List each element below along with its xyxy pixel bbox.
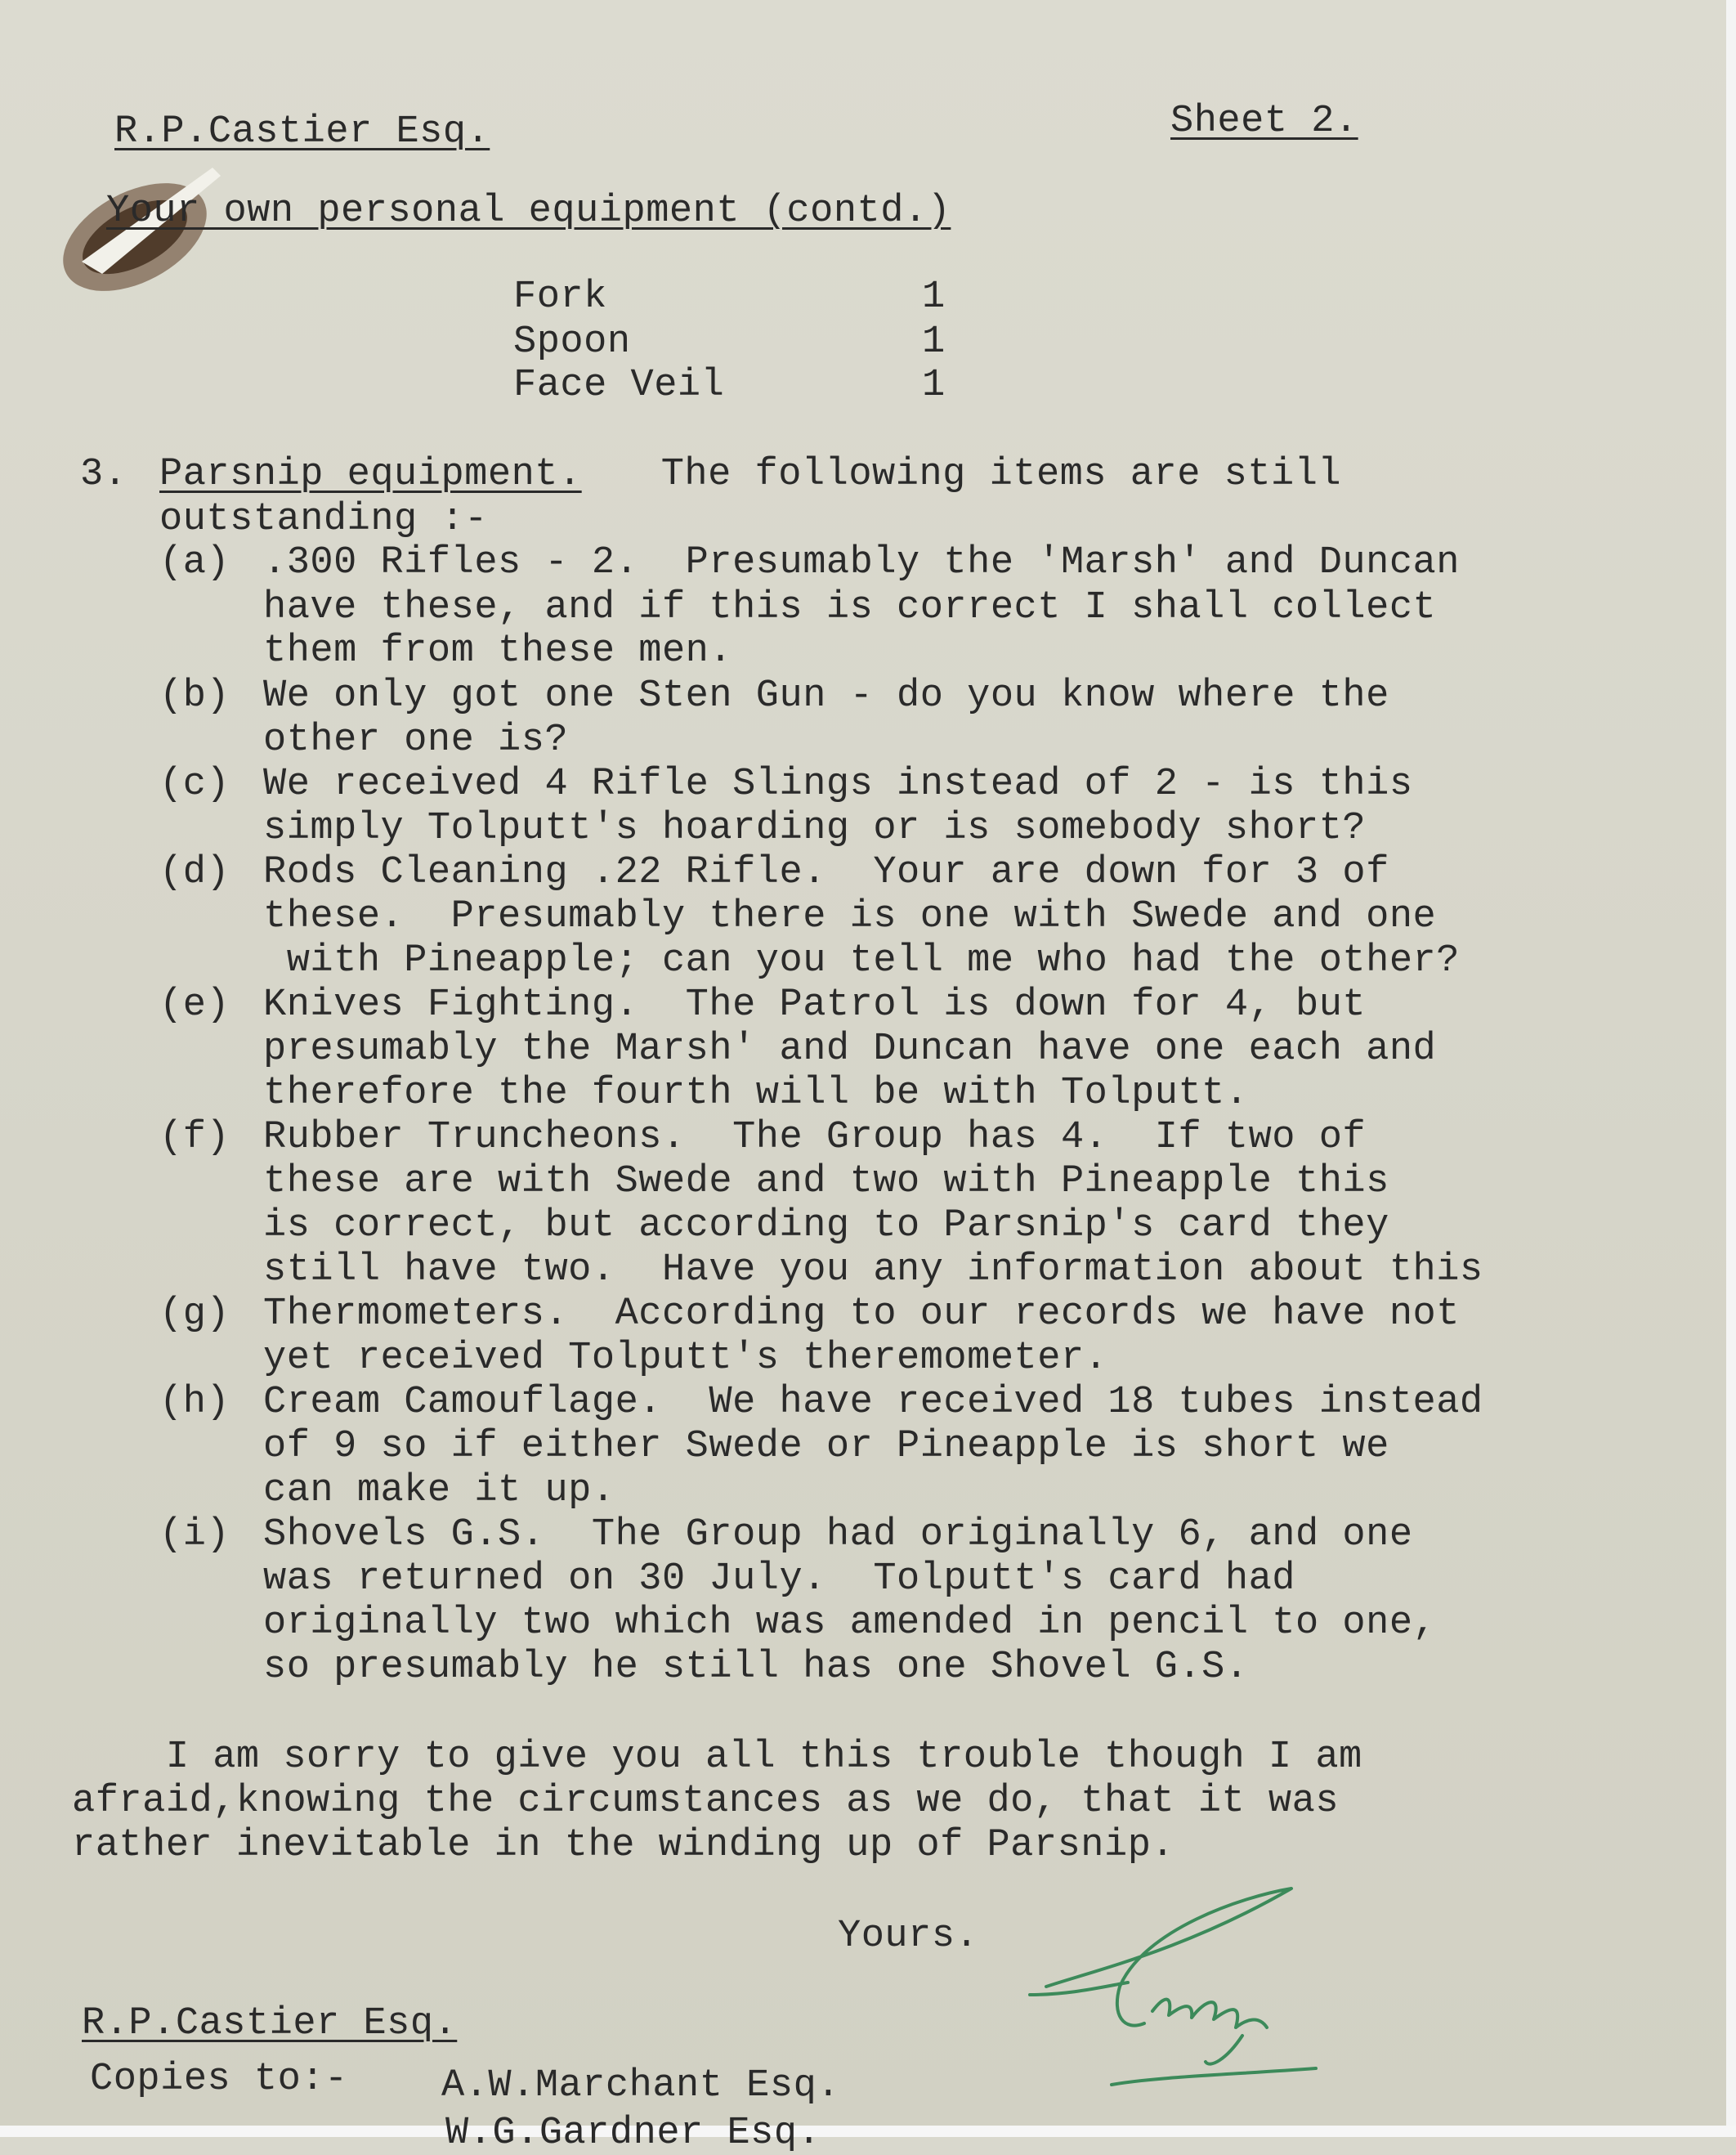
sheet-number: Sheet 2. bbox=[1170, 100, 1358, 143]
closing-yours: Yours. bbox=[838, 1915, 979, 1958]
item-label: (a) bbox=[159, 541, 230, 585]
copies-label: Copies to:- bbox=[90, 2058, 348, 2101]
item-label: (d) bbox=[159, 851, 230, 894]
item-line: We only got one Sten Gun - do you know where the bbox=[263, 674, 1389, 718]
item-line: is correct, but according to Parsnip's card they bbox=[263, 1204, 1389, 1248]
item-line: have these, and if this is correct I shall collect bbox=[263, 586, 1437, 629]
personal-item-name: Fork bbox=[513, 276, 607, 319]
item-line: these. Presumably there is one with Swede and one bbox=[263, 895, 1437, 939]
scan-edge-bottom bbox=[0, 2126, 1736, 2137]
footer-addressee: R.P.Castier Esq. bbox=[82, 2002, 458, 2045]
copy-recipient: A.W.Marchant Esq. bbox=[441, 2064, 840, 2108]
item-line: presumably the Marsh' and Duncan have one each and bbox=[263, 1028, 1437, 1071]
item-line: so presumably he still has one Shovel G.S. bbox=[263, 1646, 1249, 1689]
closing-line: I am sorry to give you all this trouble though I am bbox=[72, 1736, 1362, 1779]
personal-item-name: Spoon bbox=[513, 320, 631, 364]
item-line: Knives Fighting. The Patrol is down for 4, but bbox=[263, 983, 1367, 1027]
item-label: (g) bbox=[159, 1293, 230, 1336]
closing-line: afraid,knowing the circumstances as we do, that it was bbox=[72, 1780, 1340, 1823]
item-line: yet received Tolputt's theremometer. bbox=[263, 1337, 1108, 1380]
closing-line: rather inevitable in the winding up of Parsnip. bbox=[72, 1824, 1175, 1867]
item-line: can make it up. bbox=[263, 1469, 615, 1512]
personal-item-qty: 1 bbox=[922, 364, 946, 407]
item-line: Rods Cleaning .22 Rifle. Your are down for 3 of bbox=[263, 851, 1389, 894]
section-personal-heading: Your own personal equipment (contd.) bbox=[106, 190, 951, 233]
signature-icon bbox=[1022, 1872, 1332, 2109]
item-line: still have two. Have you any information about this bbox=[263, 1248, 1483, 1292]
item-line: Cream Camouflage. We have received 18 tubes instead bbox=[263, 1381, 1483, 1424]
item-label: (e) bbox=[159, 983, 230, 1027]
header-addressee: R.P.Castier Esq. bbox=[114, 110, 490, 154]
item-line: simply Tolputt's hoarding or is somebody short? bbox=[263, 807, 1367, 850]
item-label: (b) bbox=[159, 674, 230, 718]
section3-intro: The following items are still bbox=[638, 453, 1342, 496]
item-line: them from these men. bbox=[263, 629, 733, 673]
section3-intro-line2: outstanding :- bbox=[159, 498, 488, 541]
scan-edge-right bbox=[1726, 0, 1736, 2137]
item-label: (c) bbox=[159, 763, 230, 806]
item-line: Shovels G.S. The Group had originally 6, and one bbox=[263, 1513, 1413, 1557]
item-line: therefore the fourth will be with Tolputt. bbox=[263, 1072, 1249, 1115]
item-label: (h) bbox=[159, 1381, 230, 1424]
personal-item-name: Face Veil bbox=[513, 364, 725, 407]
copy-recipient: W.G.Gardner Esq. bbox=[445, 2112, 821, 2155]
item-line: of 9 so if either Swede or Pineapple is short we bbox=[263, 1425, 1389, 1468]
personal-item-qty: 1 bbox=[922, 276, 946, 319]
item-line: .300 Rifles - 2. Presumably the 'Marsh' and Duncan bbox=[263, 541, 1460, 585]
item-line: Thermometers. According to our records we have not bbox=[263, 1293, 1460, 1336]
item-line: other one is? bbox=[263, 719, 569, 762]
item-line: We received 4 Rifle Slings instead of 2 - is this bbox=[263, 763, 1413, 806]
item-line: was returned on 30 July. Tolputt's card had bbox=[263, 1557, 1296, 1601]
item-line: these are with Swede and two with Pineapple this bbox=[263, 1160, 1389, 1203]
item-label: (i) bbox=[159, 1513, 230, 1557]
item-line: with Pineapple; can you tell me who had the other? bbox=[263, 939, 1460, 983]
item-line: Rubber Truncheons. The Group has 4. If two of bbox=[263, 1116, 1367, 1159]
item-line: originally two which was amended in pencil to one, bbox=[263, 1602, 1437, 1645]
section3-heading: Parsnip equipment. bbox=[159, 453, 582, 496]
item-label: (f) bbox=[159, 1116, 230, 1159]
personal-item-qty: 1 bbox=[922, 320, 946, 364]
section3-number: 3. bbox=[80, 453, 128, 496]
